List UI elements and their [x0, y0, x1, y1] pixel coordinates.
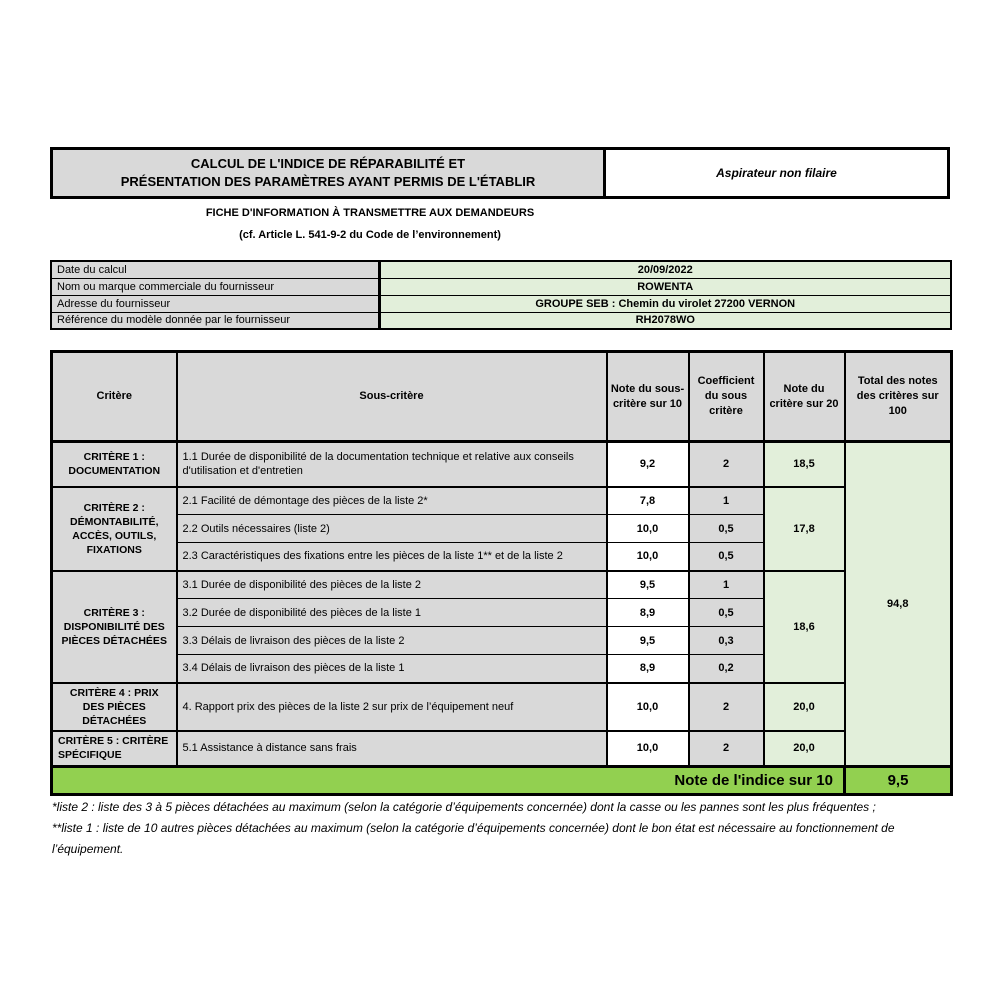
info-label-model: Référence du modèle donnée par le fournisseur: [51, 312, 379, 329]
criterion3-name: CRITÈRE 3 : DISPONIBILITÉ DES PIÈCES DÉTACHÉES: [52, 571, 177, 683]
info-row-model: [51, 312, 951, 329]
product-category-box: [606, 150, 947, 196]
title-line-1: CALCUL DE L'INDICE DE RÉPARABILITÉ ET: [190, 156, 466, 171]
subcriterion-3-4-label: 3.4 Délais de livraison des pièces de la liste 1: [177, 655, 607, 683]
document-subtitle: [50, 207, 690, 241]
criterion2-note20: 17,8: [764, 487, 845, 571]
subcriterion-2-2-coef: 0,5: [689, 515, 764, 543]
subcriterion-4-note10: 10,0: [607, 683, 689, 731]
column-header-note10: Note du sous-critère sur 10: [607, 352, 689, 442]
subcriterion-3-3-coef: 0,3: [689, 627, 764, 655]
column-header-critere: Critère: [52, 352, 177, 442]
criterion5-note20: 20,0: [764, 731, 845, 767]
final-index-row: [52, 766, 952, 794]
subcriterion-3-1-label: 3.1 Durée de disponibilité des pièces de la liste 2: [177, 571, 607, 599]
criterion1-row: [52, 442, 952, 487]
subcriterion-2-1-label: 2.1 Facilité de démontage des pièces de la liste 2*: [177, 487, 607, 515]
info-value-model: RH2078WO: [379, 312, 951, 329]
criterion4-note20: 20,0: [764, 683, 845, 731]
supplier-info-table: [50, 260, 952, 330]
subcriterion-2-3-label: 2.3 Caractéristiques des fixations entre les pièces de la liste 1** et de la liste 2: [177, 543, 607, 571]
subcriterion-3-2-coef: 0,5: [689, 599, 764, 627]
info-label-brand: Nom ou marque commerciale du fournisseur: [51, 278, 379, 295]
subcriterion-3-4-coef: 0,2: [689, 655, 764, 683]
subcriterion-2-2-label: 2.2 Outils nécessaires (liste 2): [177, 515, 607, 543]
score-table-header-row: [52, 352, 952, 442]
subcriterion-5-1-coef: 2: [689, 731, 764, 767]
final-index-value: 9,5: [845, 766, 952, 794]
final-index-label: Note de l'indice sur 10: [52, 766, 845, 794]
subcriterion-3-1-coef: 1: [689, 571, 764, 599]
subcriterion-2-3-note10: 10,0: [607, 543, 689, 571]
info-value-date: 20/09/2022: [379, 261, 951, 278]
subcriterion-3-4-note10: 8,9: [607, 655, 689, 683]
criterion3-note20: 18,6: [764, 571, 845, 683]
criterion1-name: CRITÈRE 1 : DOCUMENTATION: [52, 442, 177, 487]
subcriterion-2-1-note10: 7,8: [607, 487, 689, 515]
criterion3-row-1: [52, 571, 952, 599]
footnote-liste2: *liste 2 : liste des 3 à 5 pièces détachées au maximum (selon la catégorie d’équipements concernée) dont la casse ou les pannes sont les plus fréquentes ;: [52, 800, 876, 814]
criterion4-row: [52, 683, 952, 731]
subcriterion-1-1-label: 1.1 Durée de disponibilité de la documentation technique et relative aux conseils d'utilisation et d'entretien: [177, 442, 607, 487]
subcriterion-4-label: 4. Rapport prix des pièces de la liste 2 sur prix de l’équipement neuf: [177, 683, 607, 731]
criterion2-name: CRITÈRE 2 : DÉMONTABILITÉ, ACCÈS, OUTILS, FIXATIONS: [52, 487, 177, 571]
column-header-note20: Note du critère sur 20: [764, 352, 845, 442]
column-header-total: Total des notes des critères sur 100: [845, 352, 952, 442]
subcriterion-2-1-coef: 1: [689, 487, 764, 515]
title-line-2: PRÉSENTATION DES PARAMÈTRES AYANT PERMIS DE L'ÉTABLIR: [120, 174, 536, 189]
criterion4-name: CRITÈRE 4 : PRIX DES PIÈCES DÉTACHÉES: [52, 683, 177, 731]
info-row-brand: [51, 278, 951, 295]
info-value-brand: ROWENTA: [379, 278, 951, 295]
subcriterion-5-1-note10: 10,0: [607, 731, 689, 767]
criterion2-row-1: [52, 487, 952, 515]
subtitle-line-2: (cf. Article L. 541-9-2 du Code de l’environnement): [239, 229, 501, 241]
column-header-coefficient: Coefficient du sous critère: [689, 352, 764, 442]
info-value-address: GROUPE SEB : Chemin du virolet 27200 VERNON: [379, 295, 951, 312]
total-score-100: 94,8: [845, 442, 952, 767]
info-row-address: [51, 295, 951, 312]
criterion5-row: [52, 731, 952, 767]
subcriterion-1-1-note10: 9,2: [607, 442, 689, 487]
subcriterion-5-1-label: 5.1 Assistance à distance sans frais: [177, 731, 607, 767]
document-title: [53, 150, 606, 196]
subcriterion-3-2-note10: 8,9: [607, 599, 689, 627]
document-header: [50, 147, 950, 199]
subcriterion-3-2-label: 3.2 Durée de disponibilité des pièces de la liste 1: [177, 599, 607, 627]
subcriterion-2-2-note10: 10,0: [607, 515, 689, 543]
subcriterion-3-3-label: 3.3 Délais de livraison des pièces de la liste 2: [177, 627, 607, 655]
criterion5-name: CRITÈRE 5 : CRITÈRE SPÉCIFIQUE: [52, 731, 177, 767]
info-label-date: Date du calcul: [51, 261, 379, 278]
info-row-date: [51, 261, 951, 278]
score-table: [50, 350, 953, 796]
footnotes: [52, 797, 954, 860]
criterion1-note20: 18,5: [764, 442, 845, 487]
column-header-sous-critere: Sous-critère: [177, 352, 607, 442]
subtitle-line-1: FICHE D'INFORMATION À TRANSMETTRE AUX DEMANDEURS: [205, 207, 535, 219]
subcriterion-2-3-coef: 0,5: [689, 543, 764, 571]
subcriterion-3-3-note10: 9,5: [607, 627, 689, 655]
subcriterion-4-coef: 2: [689, 683, 764, 731]
subcriterion-3-1-note10: 9,5: [607, 571, 689, 599]
footnote-liste1: **liste 1 : liste de 10 autres pièces détachées au maximum (selon la catégorie d’équipements concernée) dont le bon état est nécessaire au fonctionnement de l’équipement.: [52, 821, 895, 856]
subcriterion-1-1-coef: 2: [689, 442, 764, 487]
product-category-label: Aspirateur non filaire: [716, 166, 837, 180]
info-label-address: Adresse du fournisseur: [51, 295, 379, 312]
